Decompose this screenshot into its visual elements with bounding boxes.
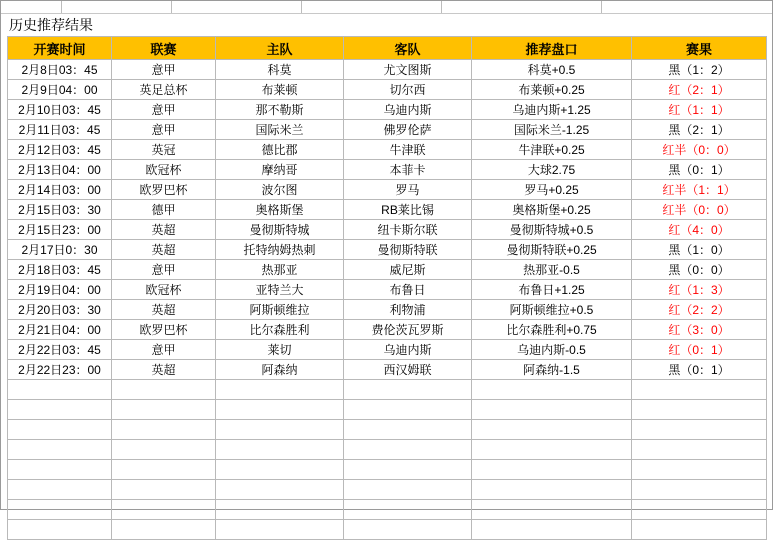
- cell-empty: [216, 420, 344, 440]
- cell-time: 2月12日03：45: [8, 140, 112, 160]
- cell-away-team: 牛津联: [344, 140, 472, 160]
- cell-empty: [8, 400, 112, 420]
- cell-result: 红（0：1）: [632, 340, 767, 360]
- cell-away-team: 罗马: [344, 180, 472, 200]
- cell-time: 2月11日03：45: [8, 120, 112, 140]
- cell-away-team: 佛罗伦萨: [344, 120, 472, 140]
- cell-time: 2月19日04：00: [8, 280, 112, 300]
- cell-league: 英冠: [112, 140, 216, 160]
- cell-league: 英足总杯: [112, 80, 216, 100]
- cell-home-team: 德比郡: [216, 140, 344, 160]
- table-header-row: [8, 37, 767, 60]
- cell-time: 2月17日0：30: [8, 240, 112, 260]
- cell-away-team: 切尔西: [344, 80, 472, 100]
- cell-league: 英超: [112, 220, 216, 240]
- column-header-result: 赛果: [632, 37, 767, 60]
- cell-away-team: 西汉姆联: [344, 360, 472, 380]
- cell-pick: 布莱顿+0.25: [472, 80, 632, 100]
- cell-time: 2月22日23：00: [8, 360, 112, 380]
- cell-pick: 阿斯顿维拉+0.5: [472, 300, 632, 320]
- cell-league: 意甲: [112, 260, 216, 280]
- cell-empty: [8, 480, 112, 500]
- cell-time: 2月20日03：30: [8, 300, 112, 320]
- cell-time: 2月22日03：45: [8, 340, 112, 360]
- cell-empty: [472, 460, 632, 480]
- cell-away-team: 费伦茨瓦罗斯: [344, 320, 472, 340]
- cell-empty: [344, 420, 472, 440]
- cell-away-team: 本菲卡: [344, 160, 472, 180]
- cell-home-team: 波尔图: [216, 180, 344, 200]
- cell-away-team: 布鲁日: [344, 280, 472, 300]
- cell-empty: [632, 400, 767, 420]
- cell-result: 红半（0：0）: [632, 140, 767, 160]
- cell-empty: [8, 440, 112, 460]
- cell-home-team: 阿斯顿维拉: [216, 300, 344, 320]
- cell-empty: [632, 460, 767, 480]
- cell-result: 红半（0：0）: [632, 200, 767, 220]
- cell-empty: [112, 420, 216, 440]
- table-row: [8, 140, 767, 160]
- cell-pick: 阿森纳-1.5: [472, 360, 632, 380]
- column-header-strip: [1, 1, 772, 14]
- cell-time: 2月15日23：00: [8, 220, 112, 240]
- cell-home-team: 那不勒斯: [216, 100, 344, 120]
- cell-empty: [632, 520, 767, 540]
- cell-league: 意甲: [112, 120, 216, 140]
- cell-pick: 乌迪内斯+1.25: [472, 100, 632, 120]
- cell-empty: [8, 460, 112, 480]
- column-divider: [601, 1, 602, 13]
- table-row: [8, 320, 767, 340]
- cell-home-team: 莱切: [216, 340, 344, 360]
- cell-time: 2月9日04：00: [8, 80, 112, 100]
- cell-empty: [112, 440, 216, 460]
- cell-empty: [216, 440, 344, 460]
- cell-home-team: 托特纳姆热刺: [216, 240, 344, 260]
- table-row: [8, 280, 767, 300]
- page-title: 历史推荐结果: [9, 17, 93, 33]
- cell-empty: [472, 420, 632, 440]
- cell-league: 欧冠杯: [112, 280, 216, 300]
- cell-time: 2月8日03：45: [8, 60, 112, 80]
- cell-result: 黑（1：2）: [632, 60, 767, 80]
- cell-pick: 布鲁日+1.25: [472, 280, 632, 300]
- cell-away-team: 威尼斯: [344, 260, 472, 280]
- cell-empty: [472, 400, 632, 420]
- table-row: [8, 240, 767, 260]
- cell-result: 黑（1：0）: [632, 240, 767, 260]
- cell-home-team: 科莫: [216, 60, 344, 80]
- cell-pick: 曼彻斯特联+0.25: [472, 240, 632, 260]
- cell-empty: [216, 380, 344, 400]
- cell-league: 欧罗巴杯: [112, 320, 216, 340]
- cell-away-team: 利物浦: [344, 300, 472, 320]
- cell-empty: [632, 420, 767, 440]
- cell-result: 红（2：2）: [632, 300, 767, 320]
- history-results-table: [7, 36, 767, 540]
- cell-league: 德甲: [112, 200, 216, 220]
- cell-empty: [472, 520, 632, 540]
- cell-empty: [216, 400, 344, 420]
- cell-empty: [632, 440, 767, 460]
- column-header-league: 联赛: [112, 37, 216, 60]
- cell-empty: [216, 520, 344, 540]
- cell-result: 红半（1：1）: [632, 180, 767, 200]
- cell-result: 黑（0：0）: [632, 260, 767, 280]
- cell-home-team: 国际米兰: [216, 120, 344, 140]
- cell-empty: [344, 440, 472, 460]
- table-row-empty: [8, 380, 767, 400]
- table-row: [8, 80, 767, 100]
- cell-empty: [112, 460, 216, 480]
- cell-time: 2月10日03：45: [8, 100, 112, 120]
- cell-pick: 热那亚-0.5: [472, 260, 632, 280]
- column-header-pick: 推荐盘口: [472, 37, 632, 60]
- cell-away-team: 乌迪内斯: [344, 340, 472, 360]
- cell-league: 欧罗巴杯: [112, 180, 216, 200]
- column-divider: [61, 1, 62, 13]
- table-row-empty: [8, 440, 767, 460]
- cell-pick: 国际米兰-1.25: [472, 120, 632, 140]
- cell-empty: [344, 480, 472, 500]
- table-row: [8, 300, 767, 320]
- cell-away-team: RB莱比锡: [344, 200, 472, 220]
- cell-empty: [8, 520, 112, 540]
- cell-pick: 比尔森胜利+0.75: [472, 320, 632, 340]
- cell-home-team: 曼彻斯特城: [216, 220, 344, 240]
- cell-league: 意甲: [112, 60, 216, 80]
- cell-result: 黑（0：1）: [632, 360, 767, 380]
- cell-league: 意甲: [112, 340, 216, 360]
- cell-home-team: 比尔森胜利: [216, 320, 344, 340]
- cell-pick: 科莫+0.5: [472, 60, 632, 80]
- cell-home-team: 奥格斯堡: [216, 200, 344, 220]
- cell-result: 黑（0：1）: [632, 160, 767, 180]
- cell-empty: [112, 520, 216, 540]
- cell-empty: [112, 480, 216, 500]
- cell-pick: 罗马+0.25: [472, 180, 632, 200]
- cell-empty: [632, 380, 767, 400]
- table-row-empty: [8, 520, 767, 540]
- cell-empty: [472, 440, 632, 460]
- cell-time: 2月18日03：45: [8, 260, 112, 280]
- cell-empty: [632, 480, 767, 500]
- cell-home-team: 亚特兰大: [216, 280, 344, 300]
- cell-empty: [112, 380, 216, 400]
- cell-empty: [216, 460, 344, 480]
- cell-away-team: 尤文图斯: [344, 60, 472, 80]
- cell-time: 2月13日04：00: [8, 160, 112, 180]
- cell-empty: [344, 520, 472, 540]
- table-row: [8, 120, 767, 140]
- cell-time: 2月15日03：30: [8, 200, 112, 220]
- column-divider: [301, 1, 302, 13]
- cell-empty: [344, 460, 472, 480]
- table-row-empty: [8, 400, 767, 420]
- cell-empty: [472, 380, 632, 400]
- cell-empty: [344, 400, 472, 420]
- cell-away-team: 乌迪内斯: [344, 100, 472, 120]
- cell-league: 意甲: [112, 100, 216, 120]
- cell-league: 欧冠杯: [112, 160, 216, 180]
- cell-league: 英超: [112, 360, 216, 380]
- cell-pick: 牛津联+0.25: [472, 140, 632, 160]
- table-row: [8, 60, 767, 80]
- page-title-row: [1, 14, 772, 36]
- cell-result: 红（1：1）: [632, 100, 767, 120]
- table-row: [8, 160, 767, 180]
- table-row-empty: [8, 460, 767, 480]
- column-divider: [171, 1, 172, 13]
- column-divider: [441, 1, 442, 13]
- table-row: [8, 100, 767, 120]
- cell-league: 英超: [112, 240, 216, 260]
- cell-empty: [112, 400, 216, 420]
- table-row: [8, 180, 767, 200]
- table-row: [8, 360, 767, 380]
- cell-time: 2月21日04：00: [8, 320, 112, 340]
- cell-away-team: 纽卡斯尔联: [344, 220, 472, 240]
- table-row-empty: [8, 480, 767, 500]
- cell-empty: [216, 480, 344, 500]
- cell-result: 红（4：0）: [632, 220, 767, 240]
- table-row: [8, 200, 767, 220]
- column-header-time: 开赛时间: [8, 37, 112, 60]
- cell-pick: 曼彻斯特城+0.5: [472, 220, 632, 240]
- cell-league: 英超: [112, 300, 216, 320]
- cell-empty: [8, 380, 112, 400]
- table-row: [8, 220, 767, 240]
- column-header-home: 主队: [216, 37, 344, 60]
- cell-pick: 大球2.75: [472, 160, 632, 180]
- cell-empty: [8, 420, 112, 440]
- cell-time: 2月14日03：00: [8, 180, 112, 200]
- column-header-away: 客队: [344, 37, 472, 60]
- cell-home-team: 布莱顿: [216, 80, 344, 100]
- table-row-empty: [8, 420, 767, 440]
- cell-result: 红（2：1）: [632, 80, 767, 100]
- cell-home-team: 热那亚: [216, 260, 344, 280]
- table-row: [8, 340, 767, 360]
- cell-pick: 奥格斯堡+0.25: [472, 200, 632, 220]
- table-row: [8, 260, 767, 280]
- cell-pick: 乌迪内斯-0.5: [472, 340, 632, 360]
- cell-empty: [472, 480, 632, 500]
- cell-result: 黑（2：1）: [632, 120, 767, 140]
- cell-result: 红（3：0）: [632, 320, 767, 340]
- cell-away-team: 曼彻斯特联: [344, 240, 472, 260]
- table-body: [8, 60, 767, 540]
- cell-empty: [344, 380, 472, 400]
- cell-home-team: 阿森纳: [216, 360, 344, 380]
- cell-home-team: 摩纳哥: [216, 160, 344, 180]
- cell-result: 红（1：3）: [632, 280, 767, 300]
